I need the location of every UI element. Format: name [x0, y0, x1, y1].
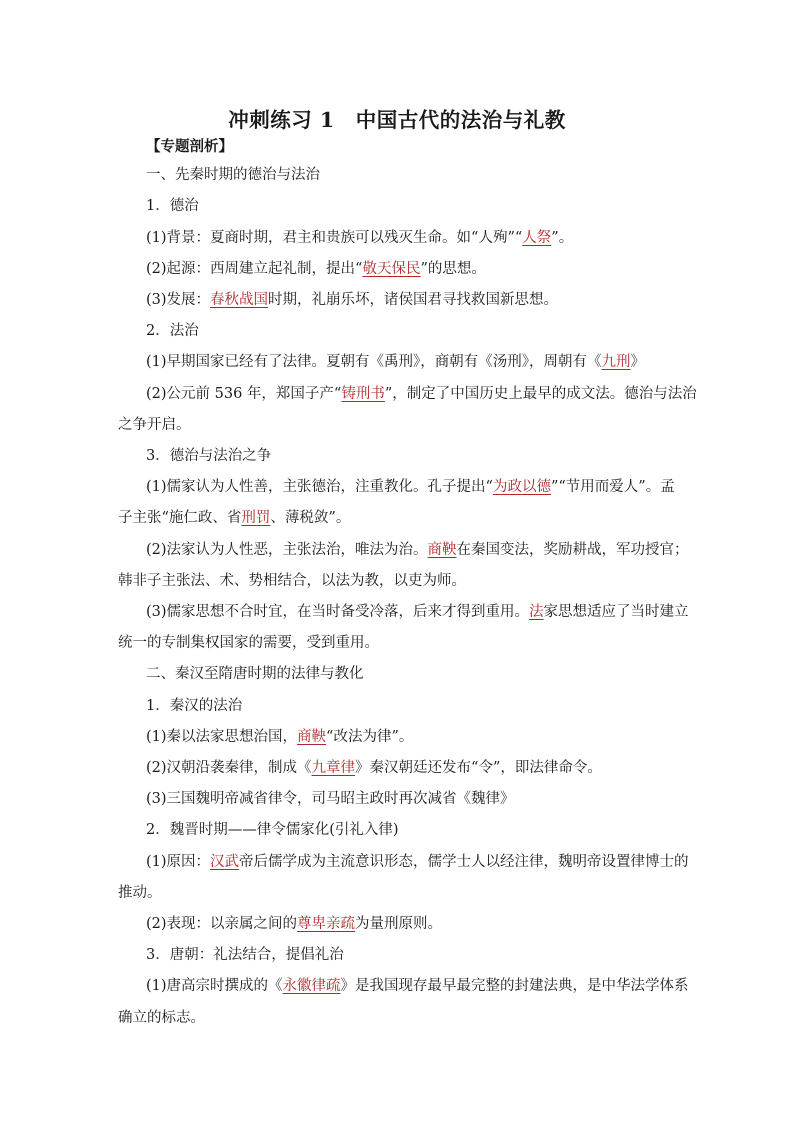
paragraph-line: 韩非子主张法、术、势相结合，以法为教，以吏为师。 [118, 573, 466, 589]
highlight-term: 汉武 [210, 854, 240, 870]
paragraph-line: (1)唐高宗时撰成的《永徽律疏》是我国现存最早最完整的封建法典，是中华法学体系 [146, 978, 689, 994]
section-label: 【专题剖析】 [146, 138, 233, 155]
highlight-term: 商鞅 [427, 542, 457, 558]
highlight-term: 为政以德 [492, 479, 551, 495]
subheading-1: 1．德治 [146, 198, 199, 214]
page-title: 冲刺练习 1 中国古代的法治与礼教 [228, 108, 566, 132]
paragraph-line: (3)发展：春秋战国时期，礼崩乐坏，诸侯国君寻找救国新思想。 [146, 292, 559, 308]
paragraph-line: (2)起源：西周建立起礼制，提出“敬天保民”的思想。 [146, 261, 486, 277]
highlight-term: 永徽律疏 [282, 978, 341, 994]
highlight-term: 人祭 [522, 230, 552, 246]
paragraph-line: (1)背景：夏商时期，君主和贵族可以残灭生命。如“人殉”“人祭”。 [146, 230, 574, 246]
highlight-term: 九刑 [601, 354, 631, 370]
heading-2: 二、秦汉至隋唐时期的法律与教化 [146, 666, 364, 682]
paragraph-line: (2)法家认为人性恶，主张法治，唯法为治。商鞅在秦国变法，奖励耕战，军功授官； [146, 542, 689, 558]
paragraph-line: 确立的标志。 [118, 1010, 205, 1026]
subheading-5: 2．魏晋时期——律令儒家化(引礼入律) [146, 822, 399, 838]
subheading-2: 2．法治 [146, 323, 199, 339]
paragraph-line: 子主张“施仁政、省刑罚、薄税敛”。 [118, 510, 351, 526]
paragraph-line: (3)三国魏明帝减省律令，司马昭主政时再次减省《魏律》 [146, 791, 515, 807]
paragraph-line: (1)原因：汉武帝后儒学成为主流意识形态，儒学士人以经注律，魏明帝设置律博士的 [146, 854, 689, 870]
highlight-term: 春秋战国 [210, 292, 269, 308]
highlight-term: 敬天保民 [362, 261, 421, 277]
paragraph-line: (1)秦以法家思想治国，商鞅“改法为律”。 [146, 729, 414, 745]
paragraph-line: (1)早期国家已经有了法律。夏朝有《禹刑》，商朝有《汤刑》，周朝有《九刑》 [146, 354, 646, 370]
paragraph-line: (2)表现：以亲属之间的尊卑亲疏为量刑原则。 [146, 916, 443, 932]
subheading-3: 3．德治与法治之争 [146, 448, 272, 464]
highlight-term: 刑罚 [241, 510, 271, 526]
subheading-4: 1．秦汉的法治 [146, 698, 243, 714]
paragraph-line: 之争开启。 [118, 417, 191, 433]
highlight-term: 法 [529, 604, 544, 620]
paragraph-line: (3)儒家思想不合时宜，在当时备受冷落，后来才得到重用。法家思想适应了当时建立 [146, 604, 689, 620]
highlight-term: 九章律 [311, 760, 356, 776]
paragraph-line: (2)汉朝沿袭秦律，制成《九章律》秦汉朝廷还发布“令”，即法律命令。 [146, 760, 602, 776]
paragraph-line: (2)公元前 536 年，郑国子产“铸刑书”，制定了中国历史上最早的成文法。德治与法治 [146, 386, 697, 402]
heading-1: 一、先秦时期的德治与法治 [146, 167, 320, 183]
highlight-term: 商鞅 [297, 729, 327, 745]
highlight-term: 尊卑亲疏 [297, 916, 356, 932]
subheading-6: 3．唐朝：礼法结合，提倡礼治 [146, 947, 344, 963]
paragraph-line: 推动。 [118, 885, 162, 901]
highlight-term: 铸刑书 [341, 386, 385, 402]
paragraph-line: 统一的专制集权国家的需要，受到重用。 [118, 635, 379, 651]
paragraph-line: (1)儒家认为人性善，主张德治，注重教化。孔子提出“为政以德”“节用而爱人”。孟 [146, 479, 675, 495]
